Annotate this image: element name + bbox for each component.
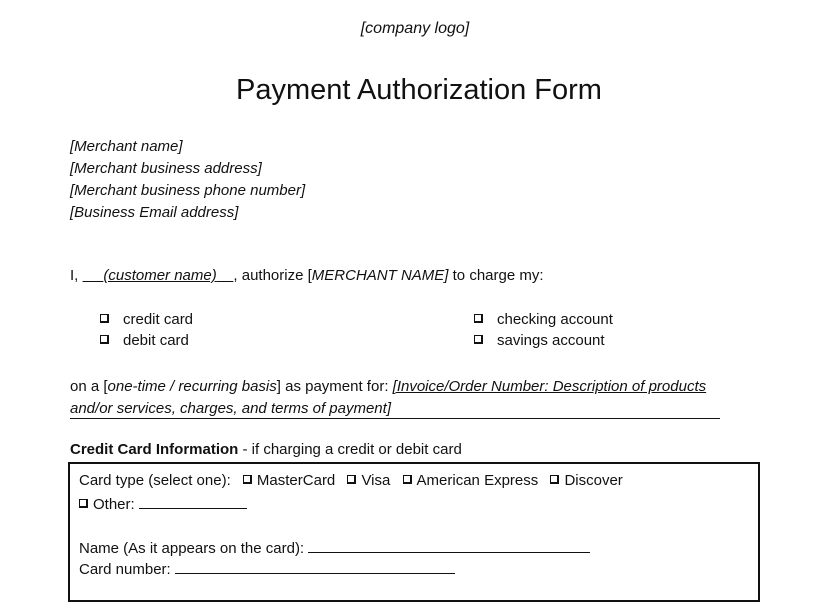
option-credit-card[interactable]	[100, 311, 193, 328]
option-label: credit card	[123, 311, 194, 328]
checkbox-icon[interactable]	[347, 475, 356, 484]
option-label: debit card	[123, 332, 189, 349]
card-type-discover: Discover	[564, 472, 623, 489]
merchant-info-block	[70, 136, 305, 224]
card-number-input[interactable]	[175, 558, 455, 574]
credit-card-heading: Credit Card Information	[70, 441, 239, 458]
option-label: savings account	[497, 332, 605, 349]
checkbox-icon[interactable]	[403, 475, 412, 484]
card-type-other-row	[79, 493, 247, 513]
merchant-name-placeholder: MERCHANT NAME]	[311, 267, 449, 284]
option-savings-account[interactable]	[474, 332, 605, 349]
payment-purpose-prefix: on a [	[70, 378, 108, 395]
checkbox-icon[interactable]	[243, 475, 252, 484]
checkbox-icon[interactable]	[474, 314, 483, 323]
card-number-row	[79, 558, 455, 578]
card-type-mastercard: MasterCard	[256, 472, 336, 489]
page-title: Payment Authorization Form	[236, 74, 602, 106]
card-type-label: Card type (select one):	[79, 472, 231, 489]
option-label: checking account	[497, 311, 613, 328]
payment-description-line2[interactable]: and/or services, charges, and terms of payment]	[70, 400, 720, 419]
option-debit-card[interactable]	[100, 332, 189, 349]
authorization-middle: , authorize [	[233, 267, 312, 284]
card-type-row	[79, 472, 623, 489]
credit-card-subheading: - if charging a credit or debit card	[238, 441, 462, 458]
merchant-name: [Merchant name]	[70, 138, 183, 155]
authorization-suffix: to charge my:	[448, 267, 544, 284]
cardholder-name-input[interactable]	[308, 537, 590, 553]
payment-purpose-middle: ] as payment for:	[276, 378, 393, 395]
merchant-address: [Merchant business address]	[70, 160, 262, 177]
merchant-email: [Business Email address]	[70, 204, 239, 221]
checkbox-icon[interactable]	[100, 335, 109, 344]
merchant-phone: [Merchant business phone number]	[70, 182, 306, 199]
payment-basis-placeholder: one-time / recurring basis	[107, 378, 277, 395]
checkbox-icon[interactable]	[550, 475, 559, 484]
card-type-amex: American Express	[416, 472, 539, 489]
cardholder-name-row	[79, 537, 590, 557]
credit-card-section-heading	[70, 441, 462, 458]
authorization-prefix: I,	[70, 267, 79, 284]
checkbox-icon[interactable]	[100, 314, 109, 323]
card-type-other-label: Other:	[93, 496, 135, 513]
authorization-statement	[70, 267, 544, 284]
customer-name-placeholder: (customer name)	[103, 267, 217, 284]
checkbox-icon[interactable]	[474, 335, 483, 344]
company-logo-placeholder: [company logo]	[360, 20, 470, 37]
card-type-other-input[interactable]	[139, 493, 247, 509]
payment-description-line1: [Invoice/Order Number: Description of products	[392, 378, 707, 395]
card-number-label: Card number:	[79, 561, 171, 578]
payment-purpose-statement	[70, 376, 720, 420]
cardholder-name-label: Name (As it appears on the card):	[79, 540, 305, 557]
card-type-visa: Visa	[361, 472, 391, 489]
customer-name-field[interactable]	[83, 267, 234, 284]
checkbox-icon[interactable]	[79, 499, 88, 508]
option-checking-account[interactable]	[474, 311, 613, 328]
